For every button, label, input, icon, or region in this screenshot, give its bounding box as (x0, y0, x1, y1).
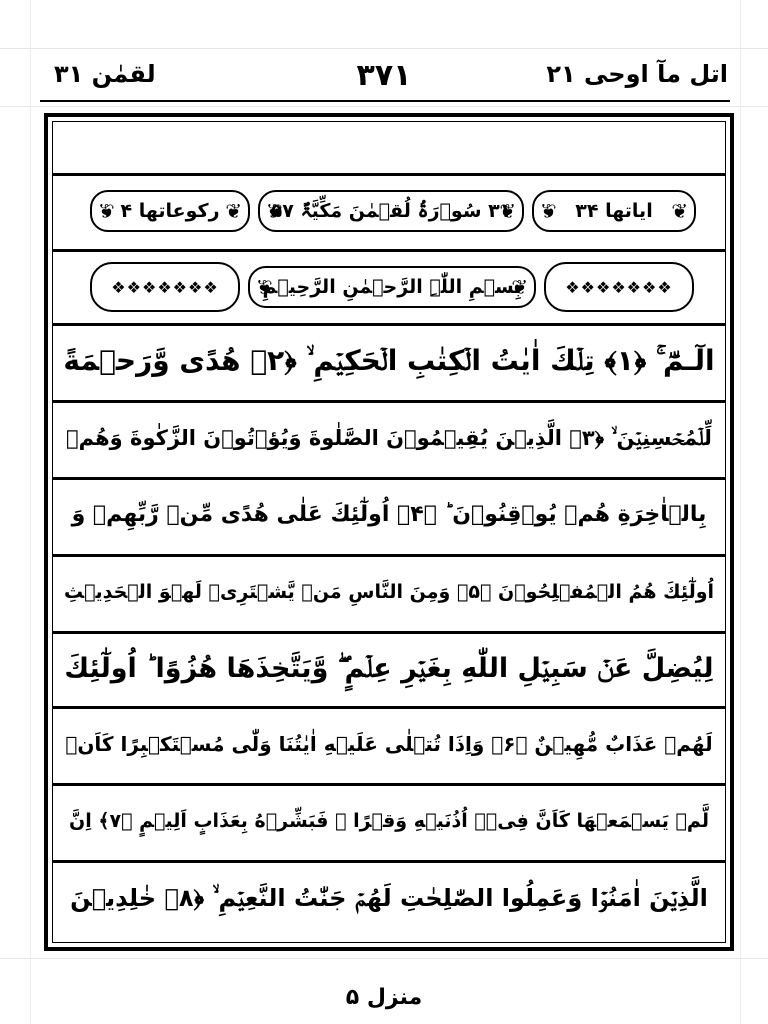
row-divider (52, 631, 726, 634)
row-divider (52, 249, 726, 252)
guide-line (0, 958, 768, 959)
manzil-label: منزل ۵ (345, 985, 423, 1010)
row-divider (52, 706, 726, 709)
ayat-count-cartouche (532, 190, 696, 232)
guide-line (30, 0, 31, 1024)
row-divider (52, 323, 726, 326)
ayat-count: ❦ ایاتھا ۳۴ (575, 200, 653, 222)
ornament-pattern: ❖❖❖❖❖❖❖ (565, 277, 673, 297)
ornament-pattern: ❖❖❖❖❖❖❖ (111, 277, 219, 297)
bismillah: ❦ بِسۡمِ اللّٰہِ الرَّحۡمٰنِ الرَّحِیۡمِ (262, 276, 522, 298)
verse-line: اُولٰٓئِكَ هُمُ الۡمُفۡلِحُوۡنَ ﴿۵﴾ وَمِنَ النَّاسِ مَنۡ يَّشۡتَرِىۡ لَهۡوَ الۡحَدِيۡثِ (63, 581, 715, 603)
surah-name-cartouche (258, 190, 524, 232)
ruku-count: ❦ رکوعاتھا ۴ (120, 200, 220, 222)
surah-title: لقمٰن ۳۱ (54, 60, 156, 88)
guide-line (0, 48, 768, 49)
verse-line: الَّذِيۡنَ اٰمَنُوۡا وَعَمِلُوا الصّٰلِحٰتِ لَهُمۡ جَنّٰتُ النَّعِيۡمِ ۙ ﴿۸﴾ خٰلِدِيۡنَ (70, 884, 708, 912)
para-title: اتل مآ اوحی ۲۱ (546, 60, 728, 88)
page-number: ۳۷۱ (356, 58, 412, 93)
verse-line: الٓـمّٓ ۚ ﴿۱﴾ تِلۡكَ اٰيٰتُ الۡكِتٰبِ الۡحَكِيۡمِ ۙ ﴿۲﴾ هُدًى وَّرَحۡمَةً (63, 344, 715, 377)
verse-line: لَّمۡ يَسۡمَعۡهَا كَاَنَّ فِىۡۤ اُذُنَيۡهِ وَقۡرًا ۚ فَبَشِّرۡهُ بِعَذَابٍ اَلِيۡمٍ ﴿۷﴾ اِنَّ (69, 810, 709, 832)
row-divider (52, 477, 726, 480)
verse-line: لَهُمۡ عَذَابٌ مُّهِيۡنٌ ﴿۶﴾ وَاِذَا تُتۡلٰى عَلَيۡهِ اٰيٰتُنَا وَلّٰى مُسۡتَكۡبِرًا كَاَنۡ (65, 732, 713, 756)
guide-line (0, 106, 768, 107)
row-divider (52, 173, 726, 176)
guide-line (740, 0, 741, 1024)
row-divider (52, 400, 726, 403)
verse-line: لِّلۡمُحۡسِنِيۡنَ ۙ ﴿۳﴾ الَّذِيۡنَ يُقِيۡمُوۡنَ الصَّلٰوةَ وَيُؤۡتُوۡنَ الزَّكٰوةَ وَهُمۡ (66, 426, 712, 450)
verse-line: بِالۡاٰخِرَةِ هُمۡ يُوۡقِنُوۡنَ ؕ ﴿۴﴾ اُولٰٓئِكَ عَلٰى هُدًى مِّنۡ رَّبِّهِمۡ وَ (71, 502, 707, 527)
verse-line: لِيُضِلَّ عَنۡ سَبِيۡلِ اللّٰهِ بِغَيۡرِ عِلۡمٍ ۖ وَّيَتَّخِذَهَا هُزُوًا ؕ اُولٰٓئِكَ (64, 653, 714, 684)
ornament-panel-right (544, 262, 694, 312)
row-divider (52, 554, 726, 557)
bismillah-cartouche (248, 266, 536, 308)
header-rule (40, 100, 730, 102)
ruku-count-cartouche (90, 190, 250, 232)
surah-name: ❦ ۳۱ سُوۡرَۃُ لُقۡمٰنَ مَکِّیَّۃٌ ۵۷ (270, 200, 512, 222)
row-divider (52, 860, 726, 863)
ornament-panel-left (90, 262, 240, 312)
row-divider (52, 783, 726, 786)
